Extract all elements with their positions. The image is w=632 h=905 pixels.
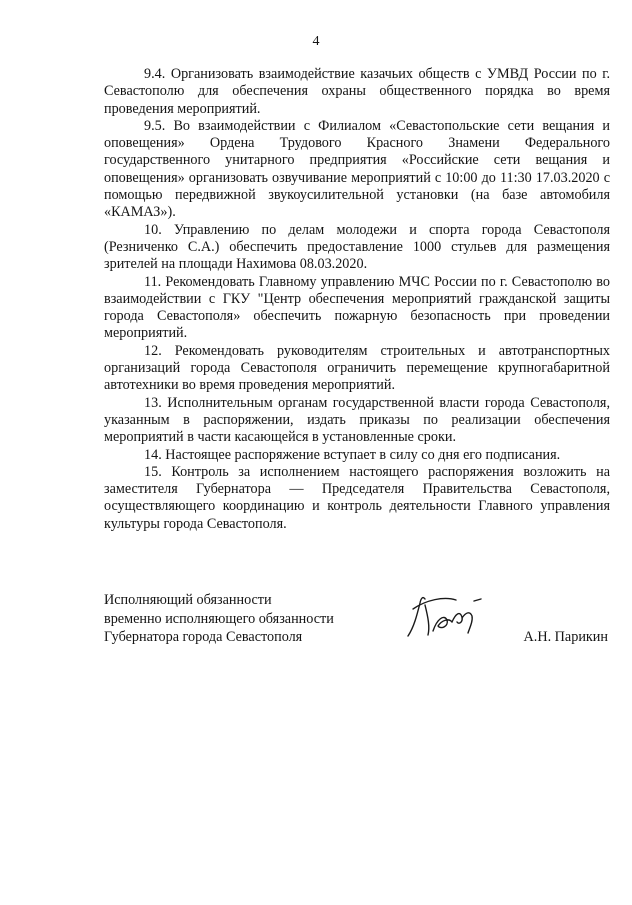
paragraph-12: 12. Рекомендовать руководителям строительных и автотранспортных организаций города Севастополя ограничить перемещение крупногабаритной автотехники во время проведения мероприятий. — [104, 342, 610, 394]
signatory-title-line-3: Губернатора города Севастополя — [104, 629, 303, 645]
signatory-title-line-2: временно исполняющего обязанности — [104, 610, 334, 627]
handwritten-signature — [402, 589, 502, 641]
document-body — [104, 66, 610, 533]
signatory-title-line-1: Исполняющий обязанности — [104, 592, 272, 608]
paragraph-10: 10. Управлению по делам молодежи и спорта города Севастополя (Резниченко С.А.) обеспечить предоставление 1000 стульев для размещения зрителей на площади Нахимова 08.03.2020. — [104, 221, 610, 273]
paragraph-13: 13. Исполнительным органам государственной власти города Севастополя, указанным в распоряжении, издать приказы по реализации обеспечения мероприятий в части касающейся в установленные сроки. — [104, 394, 610, 446]
page-number: 4 — [312, 34, 320, 49]
paragraph-9-4: 9.4. Организовать взаимодействие казачьих обществ с УМВД России по г. Севастополю для обеспечения охраны общественного порядка во время проведения мероприятий. — [104, 66, 610, 117]
signatory-name: А.Н. Парикин — [523, 629, 608, 645]
paragraph-15: 15. Контроль за исполнением настоящего распоряжения возложить на заместителя Губернатора — Председателя Правительства Севастополя, осуществляющего координацию и контроль деятельности Главного управления культуры города Севастополя. — [104, 463, 610, 532]
paragraph-14: 14. Настоящее распоряжение вступает в силу со дня его подписания. — [144, 446, 561, 463]
signature-block — [104, 591, 610, 647]
paragraph-11: 11. Рекомендовать Главному управлению МЧС России по г. Севастополю во взаимодействии с ГКУ "Центр обеспечения мероприятий гражданской защиты города Севастополя» обеспечить пожарную безопасность при проведении мероприятий. — [104, 273, 610, 342]
paragraph-9-5: 9.5. Во взаимодействии с Филиалом «Севастопольские сети вещания и оповещения» Ордена Трудового Красного Знамени Федерального государственного унитарного предприятия «Российские сети вещания и оповещения» организовать озвучивание мероприятий с 10:00 до 11:30 17.03.2020 с помощью передвижной звукоусилительной установки (на базе автомобиля «КАМАЗ»). — [104, 117, 610, 221]
